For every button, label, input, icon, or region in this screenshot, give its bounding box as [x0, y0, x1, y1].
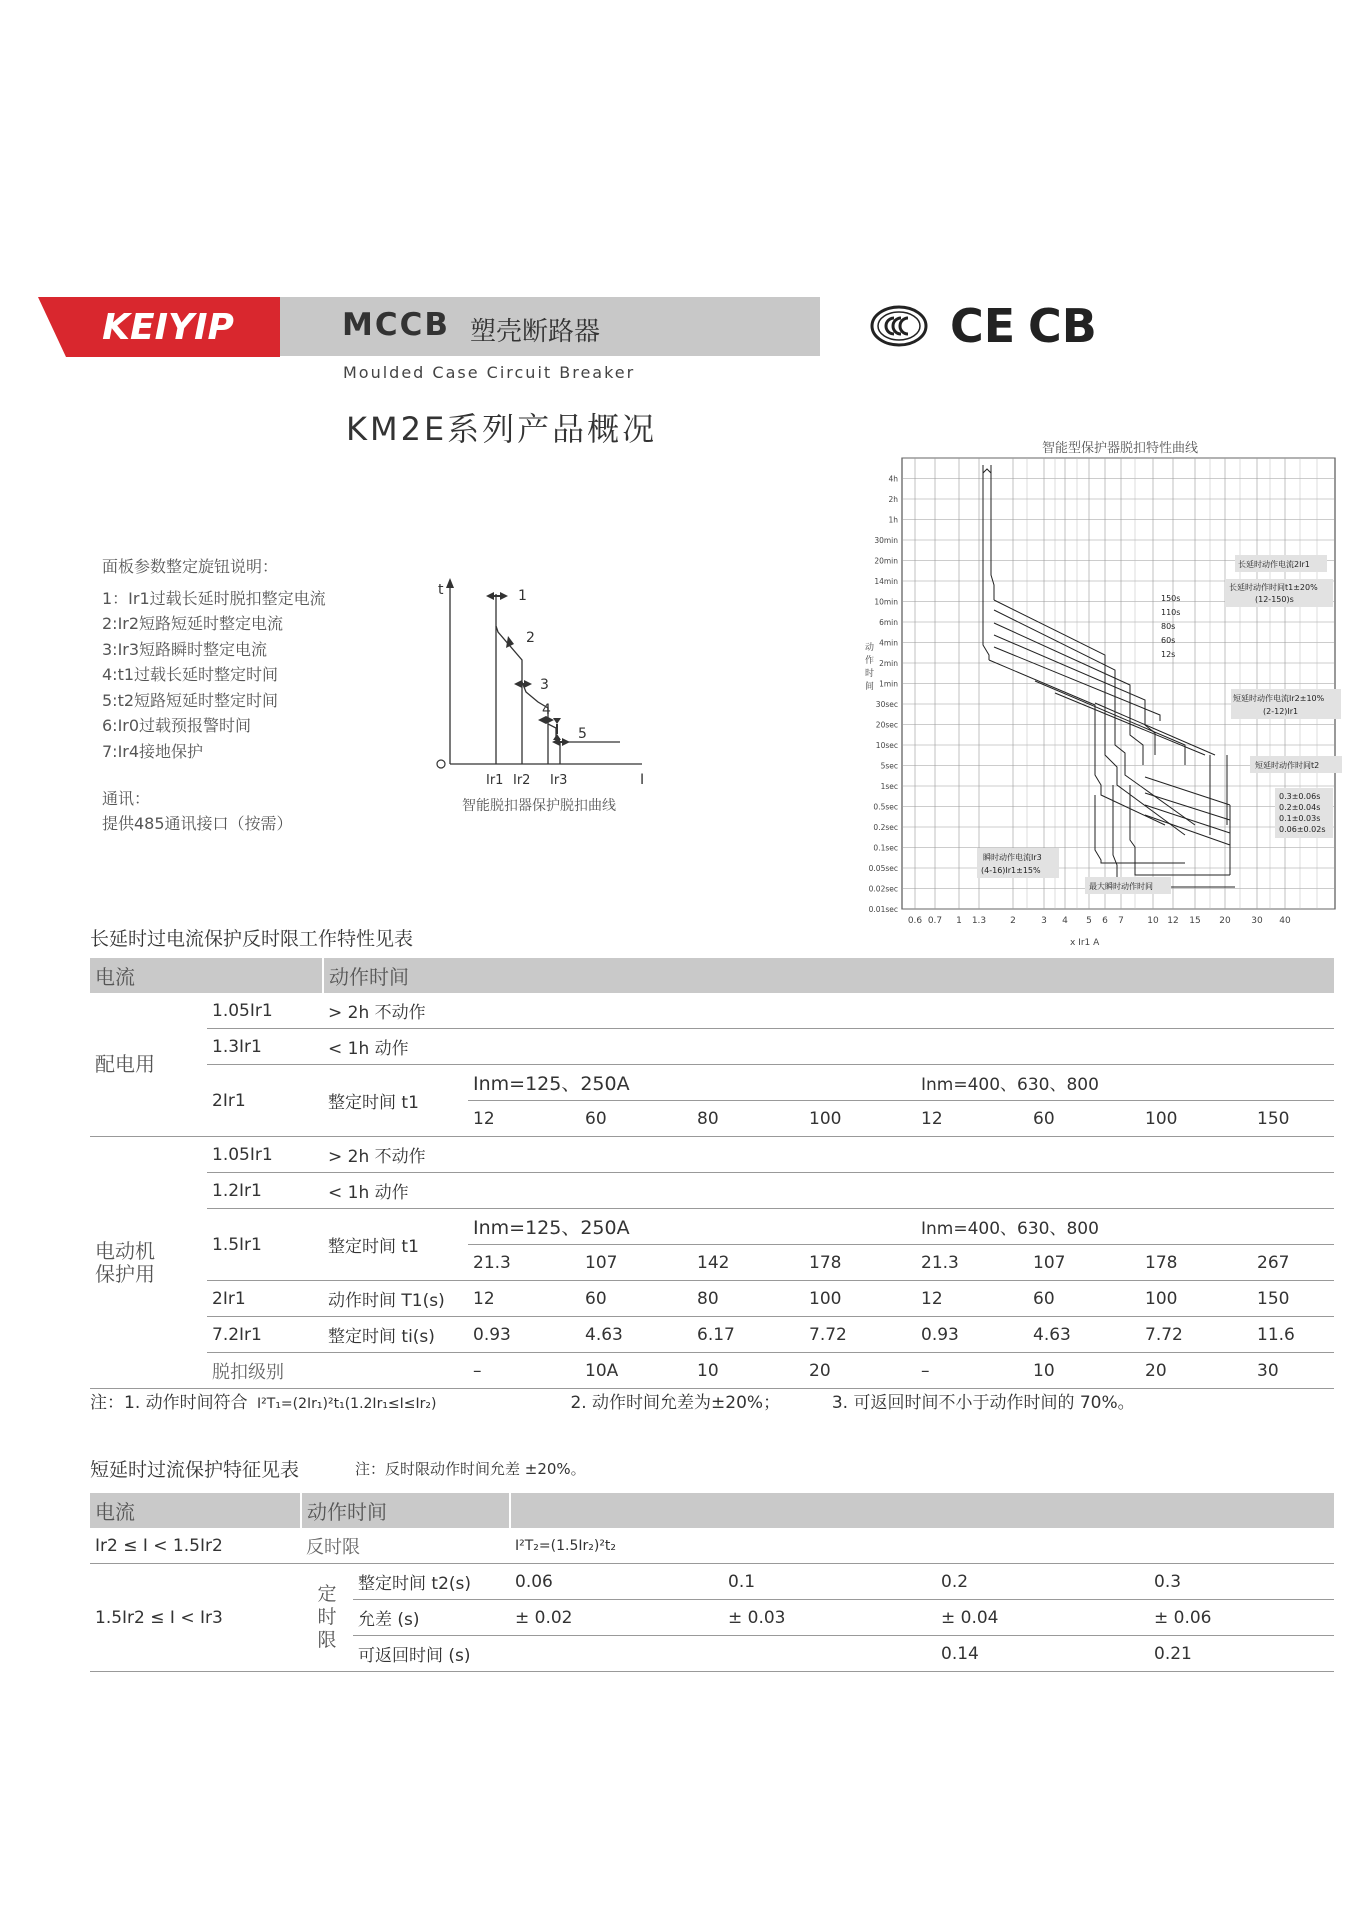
y-tick-label: 2min: [879, 659, 898, 668]
y-tick-label: 20sec: [875, 720, 898, 730]
curve-x-unit: x Ir1 A: [1070, 938, 1100, 948]
sketch-num: 3: [540, 677, 549, 693]
cell-current: 1.5Ir2 ≤ I < Ir3: [90, 1564, 301, 1672]
cell-time: < 1h 动作: [323, 1173, 1334, 1209]
y-tick-label: 5sec: [880, 761, 898, 771]
cell-value: 60: [580, 1101, 692, 1137]
y-tick-label: 10sec: [875, 741, 898, 750]
x-tick-label: 7: [1118, 916, 1124, 926]
cell-label: 整定时间 t1: [323, 1209, 468, 1281]
head-current: 电流: [90, 1493, 301, 1528]
sketch-num: 4: [542, 702, 551, 718]
y-tick-label: 1min: [879, 679, 898, 689]
comm-title: 通讯：: [102, 789, 151, 808]
x-tick-label: 12: [1167, 916, 1179, 926]
knob-item: 5:t2短路短延时整定时间: [102, 690, 279, 710]
cell-inm: Inm=400、630、800: [916, 1065, 1334, 1101]
cell-label: 动作时间 T1(s): [323, 1281, 468, 1317]
cell-value: 107: [580, 1245, 692, 1281]
cell-label: 整定时间 t1: [323, 1065, 468, 1137]
cell-label: 可返回时间 (s): [353, 1636, 510, 1672]
communication-info: [102, 786, 293, 836]
y-tick-label: 30min: [874, 536, 898, 545]
sketch-t-label: t: [438, 582, 444, 598]
long-delay-table: [90, 958, 1334, 1389]
certification-marks: [870, 298, 1100, 354]
x-tick-label: 3: [1041, 916, 1047, 926]
cell-value: 0.21: [1149, 1636, 1334, 1672]
x-tick-label: 40: [1279, 916, 1291, 926]
x-tick-label: 6: [1102, 916, 1108, 926]
knob-item: 6:Ir0过载预报警时间: [102, 716, 252, 735]
curve-title: 智能型保护器脱扣特性曲线: [1042, 441, 1199, 456]
curve-short-value: 0.06±0.02s: [1279, 825, 1326, 834]
product-name-en: Moulded Case Circuit Breaker: [343, 363, 636, 382]
ce-mark: CE: [950, 299, 1016, 353]
curve-t-value: 60s: [1161, 636, 1176, 645]
curve-y-ticks: [869, 475, 899, 915]
y-tick-label: 10min: [874, 597, 898, 607]
sketch-i-label: I: [640, 772, 645, 788]
curve-t-value: 12s: [1161, 650, 1176, 659]
cell-inm: Inm=125、250A: [468, 1209, 916, 1245]
cell-value: 21.3: [468, 1245, 580, 1281]
cell-value: 0.1: [723, 1564, 936, 1600]
cell-value: 80: [692, 1101, 804, 1137]
trip-characteristic-curve: [855, 455, 1345, 950]
cell-value: 4.63: [580, 1317, 692, 1353]
note-3: 3. 可返回时间不小于动作时间的 70%。: [831, 1393, 1135, 1413]
cell-value: 20: [1140, 1353, 1252, 1389]
curve-t-value: 150s: [1161, 594, 1181, 603]
x-tick-label: 30: [1251, 916, 1263, 926]
series-title: KM2E系列产品概况: [346, 410, 658, 448]
cell-value: 100: [1140, 1101, 1252, 1137]
cell-value: ± 0.04: [936, 1600, 1149, 1636]
sketch-x-label: Ir1: [486, 773, 504, 788]
curve-short-value: 0.2±0.04s: [1279, 803, 1321, 812]
y-tick-label: 0.2sec: [873, 823, 898, 832]
cell-value: 7.72: [804, 1317, 916, 1353]
y-tick-label: 6min: [879, 618, 898, 627]
product-name-cn: 塑壳断路器: [470, 317, 601, 347]
curve-t-value: 80s: [1161, 622, 1176, 631]
cell-type-vertical: 定时限: [301, 1564, 353, 1672]
y-tick-label: 0.5sec: [873, 802, 898, 812]
cb-mark: CB: [1028, 299, 1097, 353]
table-row: [90, 1528, 1334, 1564]
cell-value: 0.2: [936, 1564, 1149, 1600]
cell-value: 100: [804, 1281, 916, 1317]
table1-notes: [90, 1388, 1135, 1413]
cell-value: 150: [1252, 1101, 1334, 1137]
cell-value: [723, 1636, 936, 1672]
curve-y-label: [865, 641, 874, 692]
cell-current: 1.05Ir1: [207, 1137, 323, 1173]
y-tick-label: 0.1sec: [873, 843, 898, 853]
table-row: [90, 1137, 1334, 1173]
cell-value: 0.93: [468, 1317, 580, 1353]
curve-short-value: 0.1±0.03s: [1279, 814, 1321, 823]
cell-current: 1.2Ir1: [207, 1173, 323, 1209]
head-time: 动作时间: [301, 1493, 510, 1528]
knob-item: 1：Ir1过载长延时脱扣整定电流: [102, 588, 326, 608]
cell-value: 142: [692, 1245, 804, 1281]
cell-value: 12: [916, 1101, 1028, 1137]
sketch-arrows: [486, 592, 570, 746]
table-row: [90, 1353, 1334, 1389]
ccc-icon: [872, 307, 926, 345]
table2-header: [90, 1493, 1334, 1528]
cell-value: 0.93: [916, 1317, 1028, 1353]
cell-time: < 1h 动作: [323, 1029, 1334, 1065]
sketch-x-label: Ir3: [550, 773, 568, 788]
cell-current: 1.5Ir1: [207, 1209, 323, 1281]
table-row: [90, 993, 1334, 1029]
y-tick-label: 0.02sec: [868, 884, 898, 894]
cell-value: –: [468, 1353, 580, 1389]
x-tick-label: 4: [1062, 916, 1068, 926]
table1-title: 长延时过电流保护反时限工作特性见表: [90, 928, 414, 950]
cell-value: 30: [1252, 1353, 1334, 1389]
cell-value: –: [916, 1353, 1028, 1389]
curve-label: 长延时动作时间t1±20%: [1229, 583, 1318, 592]
cell-formula: I²T₂=(1.5Ir₂)²t₂: [510, 1528, 1334, 1564]
trip-curve-sketch: [430, 574, 660, 799]
cell-current: 1.3Ir1: [207, 1029, 323, 1065]
cell-value: 11.6: [1252, 1317, 1334, 1353]
cell-value: 60: [580, 1281, 692, 1317]
cell-value: 10: [692, 1353, 804, 1389]
x-tick-label: 1.3: [971, 916, 987, 926]
curve-label: 长延时动作电流2Ir1: [1238, 560, 1310, 569]
curve-label: (12-150)s: [1255, 595, 1294, 604]
short-delay-table: [90, 1493, 1334, 1672]
x-tick-label: 20: [1219, 916, 1231, 926]
knob-item: 2:Ir2短路短延时整定电流: [102, 614, 284, 633]
x-tick-label: 1: [956, 916, 962, 926]
table-row: [90, 1564, 1334, 1600]
curve-label: 最大瞬时动作时间: [1089, 882, 1153, 891]
cell-value: 20: [804, 1353, 916, 1389]
sketch-x-label: Ir2: [513, 773, 531, 788]
cell-current: 2Ir1: [207, 1065, 323, 1137]
svg-text:动作时间: 动作时间: [865, 643, 875, 692]
sketch-num: 5: [578, 726, 587, 742]
knob-item: 3:Ir3短路瞬时整定电流: [102, 639, 268, 659]
cell-value: 100: [1140, 1281, 1252, 1317]
x-tick-label: 0.7: [927, 916, 943, 926]
y-tick-label: 2h: [888, 495, 898, 504]
y-tick-label: 1sec: [880, 782, 898, 791]
cell-value: 150: [1252, 1281, 1334, 1317]
comm-text: 提供485通讯接口（按需）: [102, 814, 293, 833]
y-tick-label: 4h: [888, 474, 898, 484]
y-tick-label: 20min: [874, 556, 898, 566]
brand-name: KEIYIP: [102, 307, 234, 348]
table-row: [90, 1065, 1334, 1101]
cell-value: 21.3: [916, 1245, 1028, 1281]
note-prefix: 注：1. 动作时间符合: [90, 1393, 248, 1413]
curve-label: 短延时动作时间t2: [1255, 761, 1320, 770]
knob-notes-title: 面板参数整定旋钮说明：: [102, 557, 279, 576]
x-tick-label: 10: [1147, 916, 1159, 926]
head-blank: [510, 1493, 1334, 1528]
cell-value: 267: [1252, 1245, 1334, 1281]
x-tick-label: 5: [1086, 916, 1092, 926]
cell-value: 4.63: [1028, 1317, 1140, 1353]
curve-lines: [983, 465, 1235, 887]
cell-value: 80: [692, 1281, 804, 1317]
knob-item: 7:Ir4接地保护: [102, 741, 204, 761]
y-tick-label: 0.05sec: [868, 864, 898, 873]
note-formula: I²T₁=(2Ir₁)²t₁(1.2Ir₁≤I≤Ir₂): [257, 1396, 437, 1412]
note-2: 2. 动作时间允差为±20%；: [570, 1393, 781, 1413]
group-distribution: 配电用: [90, 993, 207, 1137]
product-code: MCCB: [342, 307, 450, 343]
cell-value: 10A: [580, 1353, 692, 1389]
table-row: [90, 1209, 1334, 1245]
cell-value: 0.14: [936, 1636, 1149, 1672]
cell-current: 1.05Ir1: [207, 993, 323, 1029]
table2-note: 注：反时限动作时间允差 ±20%。: [355, 1460, 586, 1478]
cell-value: ± 0.03: [723, 1600, 936, 1636]
cell-label: 整定时间 t2(s): [353, 1564, 510, 1600]
table-row: [90, 1281, 1334, 1317]
table1-header: [90, 958, 1334, 993]
cell-inm: Inm=125、250A: [468, 1065, 916, 1101]
cell-value: 12: [916, 1281, 1028, 1317]
curve-x-ticks: [908, 916, 1291, 926]
cell-value: 100: [804, 1101, 916, 1137]
cell-value: 10: [1028, 1353, 1140, 1389]
group-motor: 电动机保护用: [90, 1137, 207, 1389]
sketch-num: 2: [526, 630, 535, 646]
y-tick-label: 4min: [879, 638, 898, 648]
cell-label: 脱扣级别: [207, 1353, 468, 1389]
cell-current: Ir2 ≤ I < 1.5Ir2: [90, 1528, 301, 1564]
y-tick-label: 0.01sec: [868, 905, 898, 914]
curve-label: (4-16)Ir1±15%: [981, 866, 1041, 875]
cell-value: 60: [1028, 1281, 1140, 1317]
curve-label: (2-12)Ir1: [1263, 707, 1299, 716]
cell-inm: Inm=400、630、800: [916, 1209, 1334, 1245]
curve-t-value: 110s: [1161, 608, 1181, 617]
brand-logo: [38, 297, 280, 357]
curve-grid: [902, 458, 1335, 909]
cell-value: ± 0.06: [1149, 1600, 1334, 1636]
cell-label: 整定时间 ti(s): [323, 1317, 468, 1353]
curve-label: 短延时动作电流Ir2±10%: [1233, 694, 1325, 703]
cell-value: 178: [1140, 1245, 1252, 1281]
cell-value: [510, 1636, 723, 1672]
cell-current: 7.2Ir1: [207, 1317, 323, 1353]
table-row: [90, 1317, 1334, 1353]
y-tick-label: 30sec: [875, 700, 898, 709]
cell-value: 7.72: [1140, 1317, 1252, 1353]
table2-title: 短延时过流保护特征见表: [90, 1459, 300, 1481]
cell-current: 2Ir1: [207, 1281, 323, 1317]
cell-value: 12: [468, 1281, 580, 1317]
head-current: 电流: [90, 958, 323, 993]
cell-time: > 2h 不动作: [323, 1137, 1334, 1173]
curve-label: 瞬时动作电流Ir3: [983, 853, 1042, 862]
knob-notes: [102, 554, 326, 764]
knob-item: 4:t1过载长延时整定时间: [102, 665, 279, 684]
cell-label: 允差 (s): [353, 1600, 510, 1636]
cell-value: 12: [468, 1101, 580, 1137]
cell-value: 0.3: [1149, 1564, 1334, 1600]
cell-value: ± 0.02: [510, 1600, 723, 1636]
y-tick-label: 1h: [888, 515, 898, 525]
cell-time: > 2h 不动作: [323, 993, 1334, 1029]
table-row: [90, 1029, 1334, 1065]
cell-value: 0.06: [510, 1564, 723, 1600]
cell-value: 107: [1028, 1245, 1140, 1281]
x-tick-label: 2: [1010, 916, 1016, 926]
cell-type: 反时限: [301, 1528, 510, 1564]
x-tick-label: 15: [1189, 916, 1201, 926]
sketch-num: 1: [518, 588, 527, 604]
head-time: 动作时间: [323, 958, 1334, 993]
y-tick-label: 14min: [874, 577, 898, 586]
cell-value: 178: [804, 1245, 916, 1281]
table-row: [90, 1173, 1334, 1209]
trip-sketch-caption: 智能脱扣器保护脱扣曲线: [462, 798, 616, 814]
cell-value: 6.17: [692, 1317, 804, 1353]
curve-short-value: 0.3±0.06s: [1279, 792, 1321, 801]
cell-value: 60: [1028, 1101, 1140, 1137]
x-tick-label: 0.6: [907, 916, 923, 926]
